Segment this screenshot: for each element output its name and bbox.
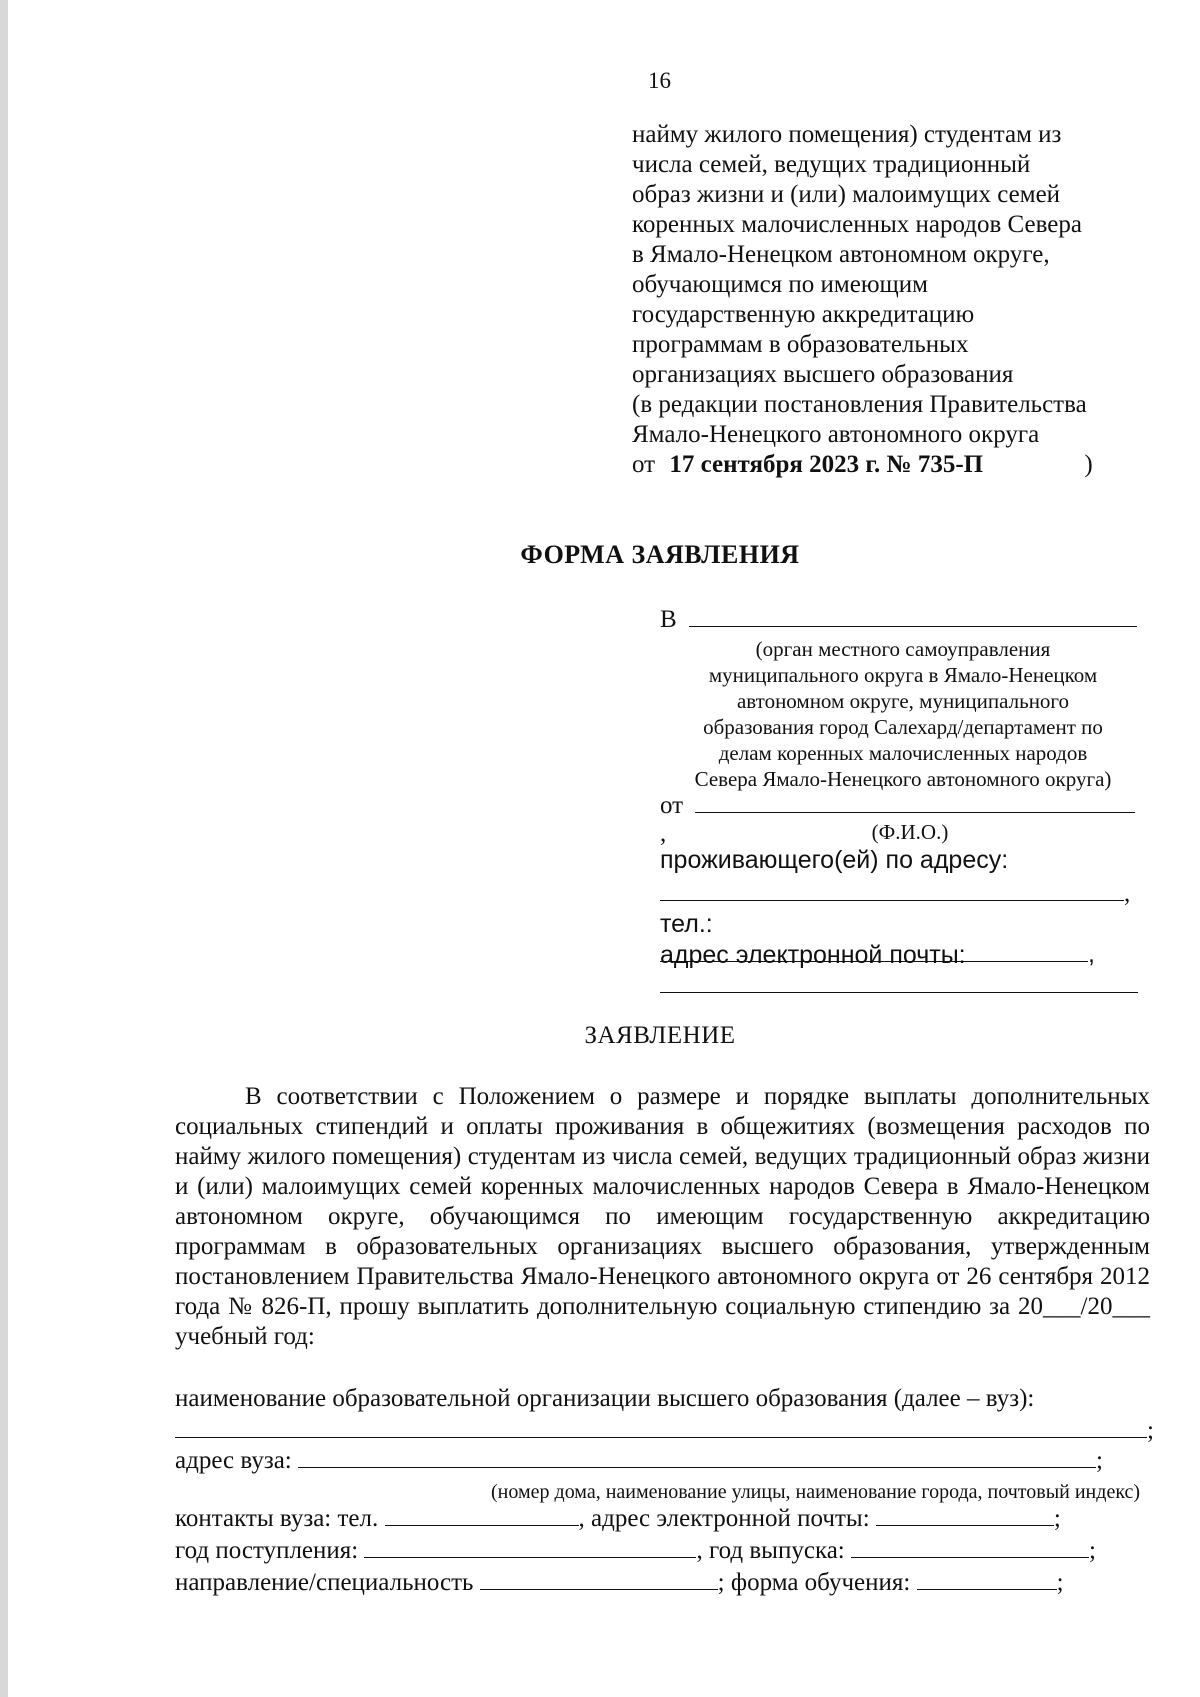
header-line: коренных малочисленных народов Севера [632, 211, 1082, 238]
addressee-to-row [660, 604, 1140, 634]
study-form-label: ; форма обучения: [717, 1569, 911, 1596]
years-row [175, 1535, 1096, 1565]
semicolon: ; [1096, 1447, 1103, 1474]
authority-note-line: (орган местного самоуправления [755, 637, 1051, 661]
specialty-blank[interactable] [480, 1567, 718, 1590]
email-label: адрес электронной почты: [660, 941, 966, 969]
header-line: в Ямало-Ненецком автономном округе, [632, 241, 1050, 268]
contacts-label: контакты вуза: тел. [175, 1505, 379, 1532]
header-line: образ жизни и (или) малоимущих семей [632, 181, 1061, 208]
contacts-email-blank[interactable] [876, 1503, 1054, 1526]
authority-note-line: муниципального округа в Ямало-Ненецком [708, 663, 1098, 687]
address-caption: (номер дома, наименование улицы, наименование города, почтовый индекс) [491, 1481, 1141, 1503]
university-address-blank[interactable] [298, 1445, 1096, 1468]
header-decree-line [632, 450, 1172, 480]
authority-note-line: Севера Ямало-Ненецкого автономного округа) [694, 767, 1112, 791]
header-line: программам в образовательных [632, 331, 969, 358]
admission-year-label: год поступления: [175, 1537, 359, 1564]
header-annex-block [632, 120, 1172, 480]
authority-blank[interactable] [689, 604, 1137, 627]
contacts-email-label: , адрес электронной почты: [578, 1505, 870, 1532]
email-blank[interactable] [660, 970, 1138, 993]
header-line: обучающимся по имеющим [632, 271, 928, 298]
graduation-year-label: , год выпуска: [696, 1537, 845, 1564]
university-name-label: наименование образовательной организации высшего образования (далее – вуз): [175, 1385, 1035, 1412]
decree-prefix: от [632, 451, 656, 478]
page-edge-shadow [0, 0, 8, 1697]
university-address-row [175, 1445, 1103, 1475]
email-row [660, 970, 1140, 1000]
address-blank[interactable] [660, 878, 1124, 901]
university-name-row [175, 1415, 1154, 1445]
university-name-blank[interactable] [175, 1415, 1147, 1438]
statement-text [175, 1082, 1150, 1352]
authority-note-line: делам коренных малочисленных народов [718, 741, 1088, 765]
authority-note [658, 636, 1148, 792]
statement-title: ЗАЯВЛЕНИЕ [584, 1022, 736, 1049]
contacts-phone-blank[interactable] [385, 1503, 579, 1526]
header-line: числа семей, ведущих традиционный [632, 151, 1031, 178]
semicolon: ; [1147, 1417, 1154, 1444]
tel-label: тел.: [660, 910, 713, 938]
page-number: 16 [648, 68, 671, 93]
specialty-label: направление/специальность [175, 1569, 474, 1596]
graduation-year-blank[interactable] [851, 1535, 1089, 1558]
residing-row [660, 878, 1140, 908]
authority-note-line: автономном округе, муниципального [736, 689, 1070, 713]
from-prefix: от [660, 792, 684, 819]
comma: , [1088, 940, 1095, 968]
admission-year-blank[interactable] [364, 1535, 696, 1558]
contacts-row [175, 1503, 1061, 1533]
study-form-blank[interactable] [917, 1567, 1057, 1590]
to-prefix: В [660, 606, 677, 633]
specialty-row [175, 1567, 1064, 1597]
form-title: ФОРМА ЗАЯВЛЕНИЯ [520, 540, 800, 569]
statement-body: В соответствии с Положением о размере и порядке выплаты дополнительных социальных стипендий и оплаты проживания в общежитиях (возмещения расходов по найму жилого помещения) студентам из числа семей, ведущих традиционный образ жизни и (или) малоимущих семей коренных малочисленных народов Севера в Ямало-Ненецком автономном округе, обучающимся по имеющим государственную аккредитацию программам в образовательных организациях высшего образования, утвержденным постановлением Правительства Ямало-Ненецкого автономного округа от 26 сентября 2012 года № 826-П, прошу выплатить дополнительную социальную стипендию за 20___/20___ учебный год: [175, 1083, 1150, 1350]
header-line: государственную аккредитацию [632, 301, 975, 328]
decree-number: 17 сентября 2023 г. № 735-П [669, 451, 984, 478]
header-line: организациях высшего образования [632, 361, 1014, 388]
header-line: Ямало-Ненецкого автономного округа [632, 421, 1040, 448]
semicolon: ; [1056, 1569, 1064, 1596]
semicolon: ; [1053, 1505, 1061, 1532]
fio-blank[interactable] [695, 790, 1135, 813]
authority-note-line: образования город Салехард/департамент по [703, 715, 1103, 739]
semicolon: ; [1089, 1537, 1096, 1564]
comma: , [1124, 880, 1131, 907]
university-address-label: адрес вуза: [175, 1447, 292, 1474]
fio-note: (Ф.И.О.) [871, 820, 949, 844]
residing-label: проживающего(ей) по адресу: [660, 846, 1009, 874]
header-line: найму жилого помещения) студентам из [632, 121, 1062, 148]
header-line: (в редакции постановления Правительства [632, 391, 1087, 418]
decree-close-paren: ) [1084, 451, 1093, 478]
comma: , [660, 820, 667, 847]
